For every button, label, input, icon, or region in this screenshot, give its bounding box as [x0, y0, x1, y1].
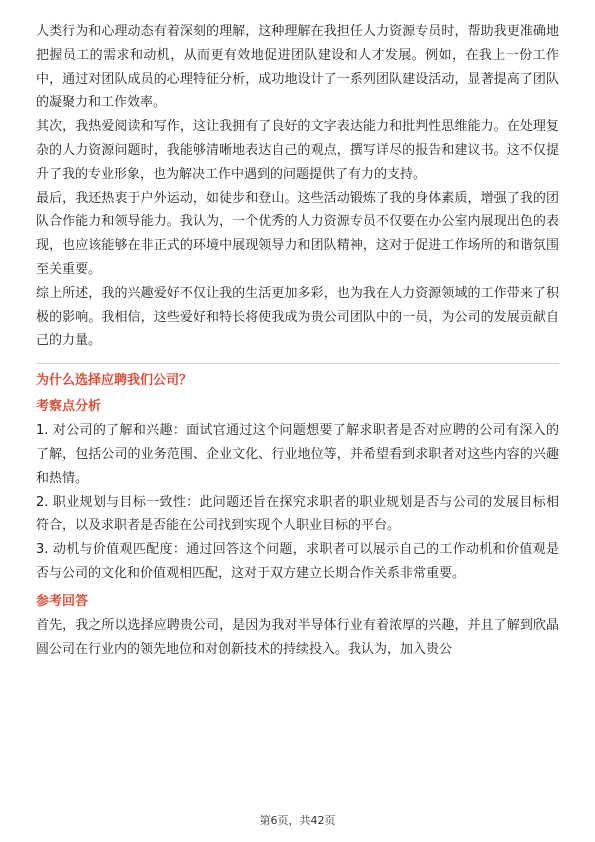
- intro-paragraph-1: 人类行为和心理动态有着深刻的理解，这种理解在我担任人力资源专员时，帮助我更准确地把握员工的需求和动机，从而更有效地促进团队建设和人才发展。例如，在我上一份工作中，通过对团队成员的心理特征分析，成功地设计了一系列团队建设活动，显著提高了团队的凝聚力和工作效率。: [36, 24, 559, 111]
- analysis-point-2: 2. 职业规划与目标一致性：此问题还旨在探究求职者的职业规划是否与公司的发展目标相符合，以及求职者是否能在公司找到实现个人职业目标的平台。: [36, 494, 559, 534]
- intro-paragraph-3: 最后，我还热衷于户外运动，如徒步和登山。这些活动锻炼了我的身体素质，增强了我的团队合作能力和领导能力。我认为，一个优秀的人力资源专员不仅要在办公室内展现出色的表现，也应该能够在非正式的环境中展现领导力和团队精神，这对于促进工作场所的和谐氛围至关重要。: [36, 190, 559, 277]
- question-title: 为什么选择应聘我们公司？: [36, 373, 193, 389]
- analysis-heading: 考察点分析: [36, 399, 102, 415]
- section-divider: [36, 363, 559, 364]
- answer-heading: 参考回答: [36, 593, 89, 609]
- page-number: 第6页，共42页: [259, 814, 336, 827]
- answer-paragraph-1: 首先，我之所以选择应聘贵公司，是因为我对半导体行业有着浓厚的兴趣，并且了解到欣晶圆公司在行业内的领先地位和对创新技术的持续投入。我认为，加入贵公: [36, 617, 559, 657]
- analysis-point-3: 3. 动机与价值观匹配度：通过回答这个问题，求职者可以展示自己的工作动机和价值观是否与公司的文化和价值观相匹配，这对于双方建立长期合作关系非常重要。: [36, 542, 559, 581]
- analysis-point-1: 1. 对公司的了解和兴趣：面试官通过这个问题想要了解求职者是否对应聘的公司有深入的了解，包括公司的业务范围、企业文化、行业地位等，并希望看到求职者对这些内容的兴趣和热情。: [36, 423, 559, 486]
- intro-paragraph-2: 其次，我热爱阅读和写作，这让我拥有了良好的文字表达能力和批判性思维能力。在处理复杂的人力资源问题时，我能够清晰地表达自己的观点，撰写详尽的报告和建议书。这不仅提升了我的专业形象，也为解决工作中遇到的问题提供了有力的支持。: [36, 119, 559, 182]
- intro-paragraph-4: 综上所述，我的兴趣爱好不仅让我的生活更加多彩，也为我在人力资源领域的工作带来了积极的影响。我相信，这些爱好和特长将使我成为贵公司团队中的一员，为公司的发展贡献自己的力量。: [36, 285, 559, 349]
- page-content: [36, 20, 559, 661]
